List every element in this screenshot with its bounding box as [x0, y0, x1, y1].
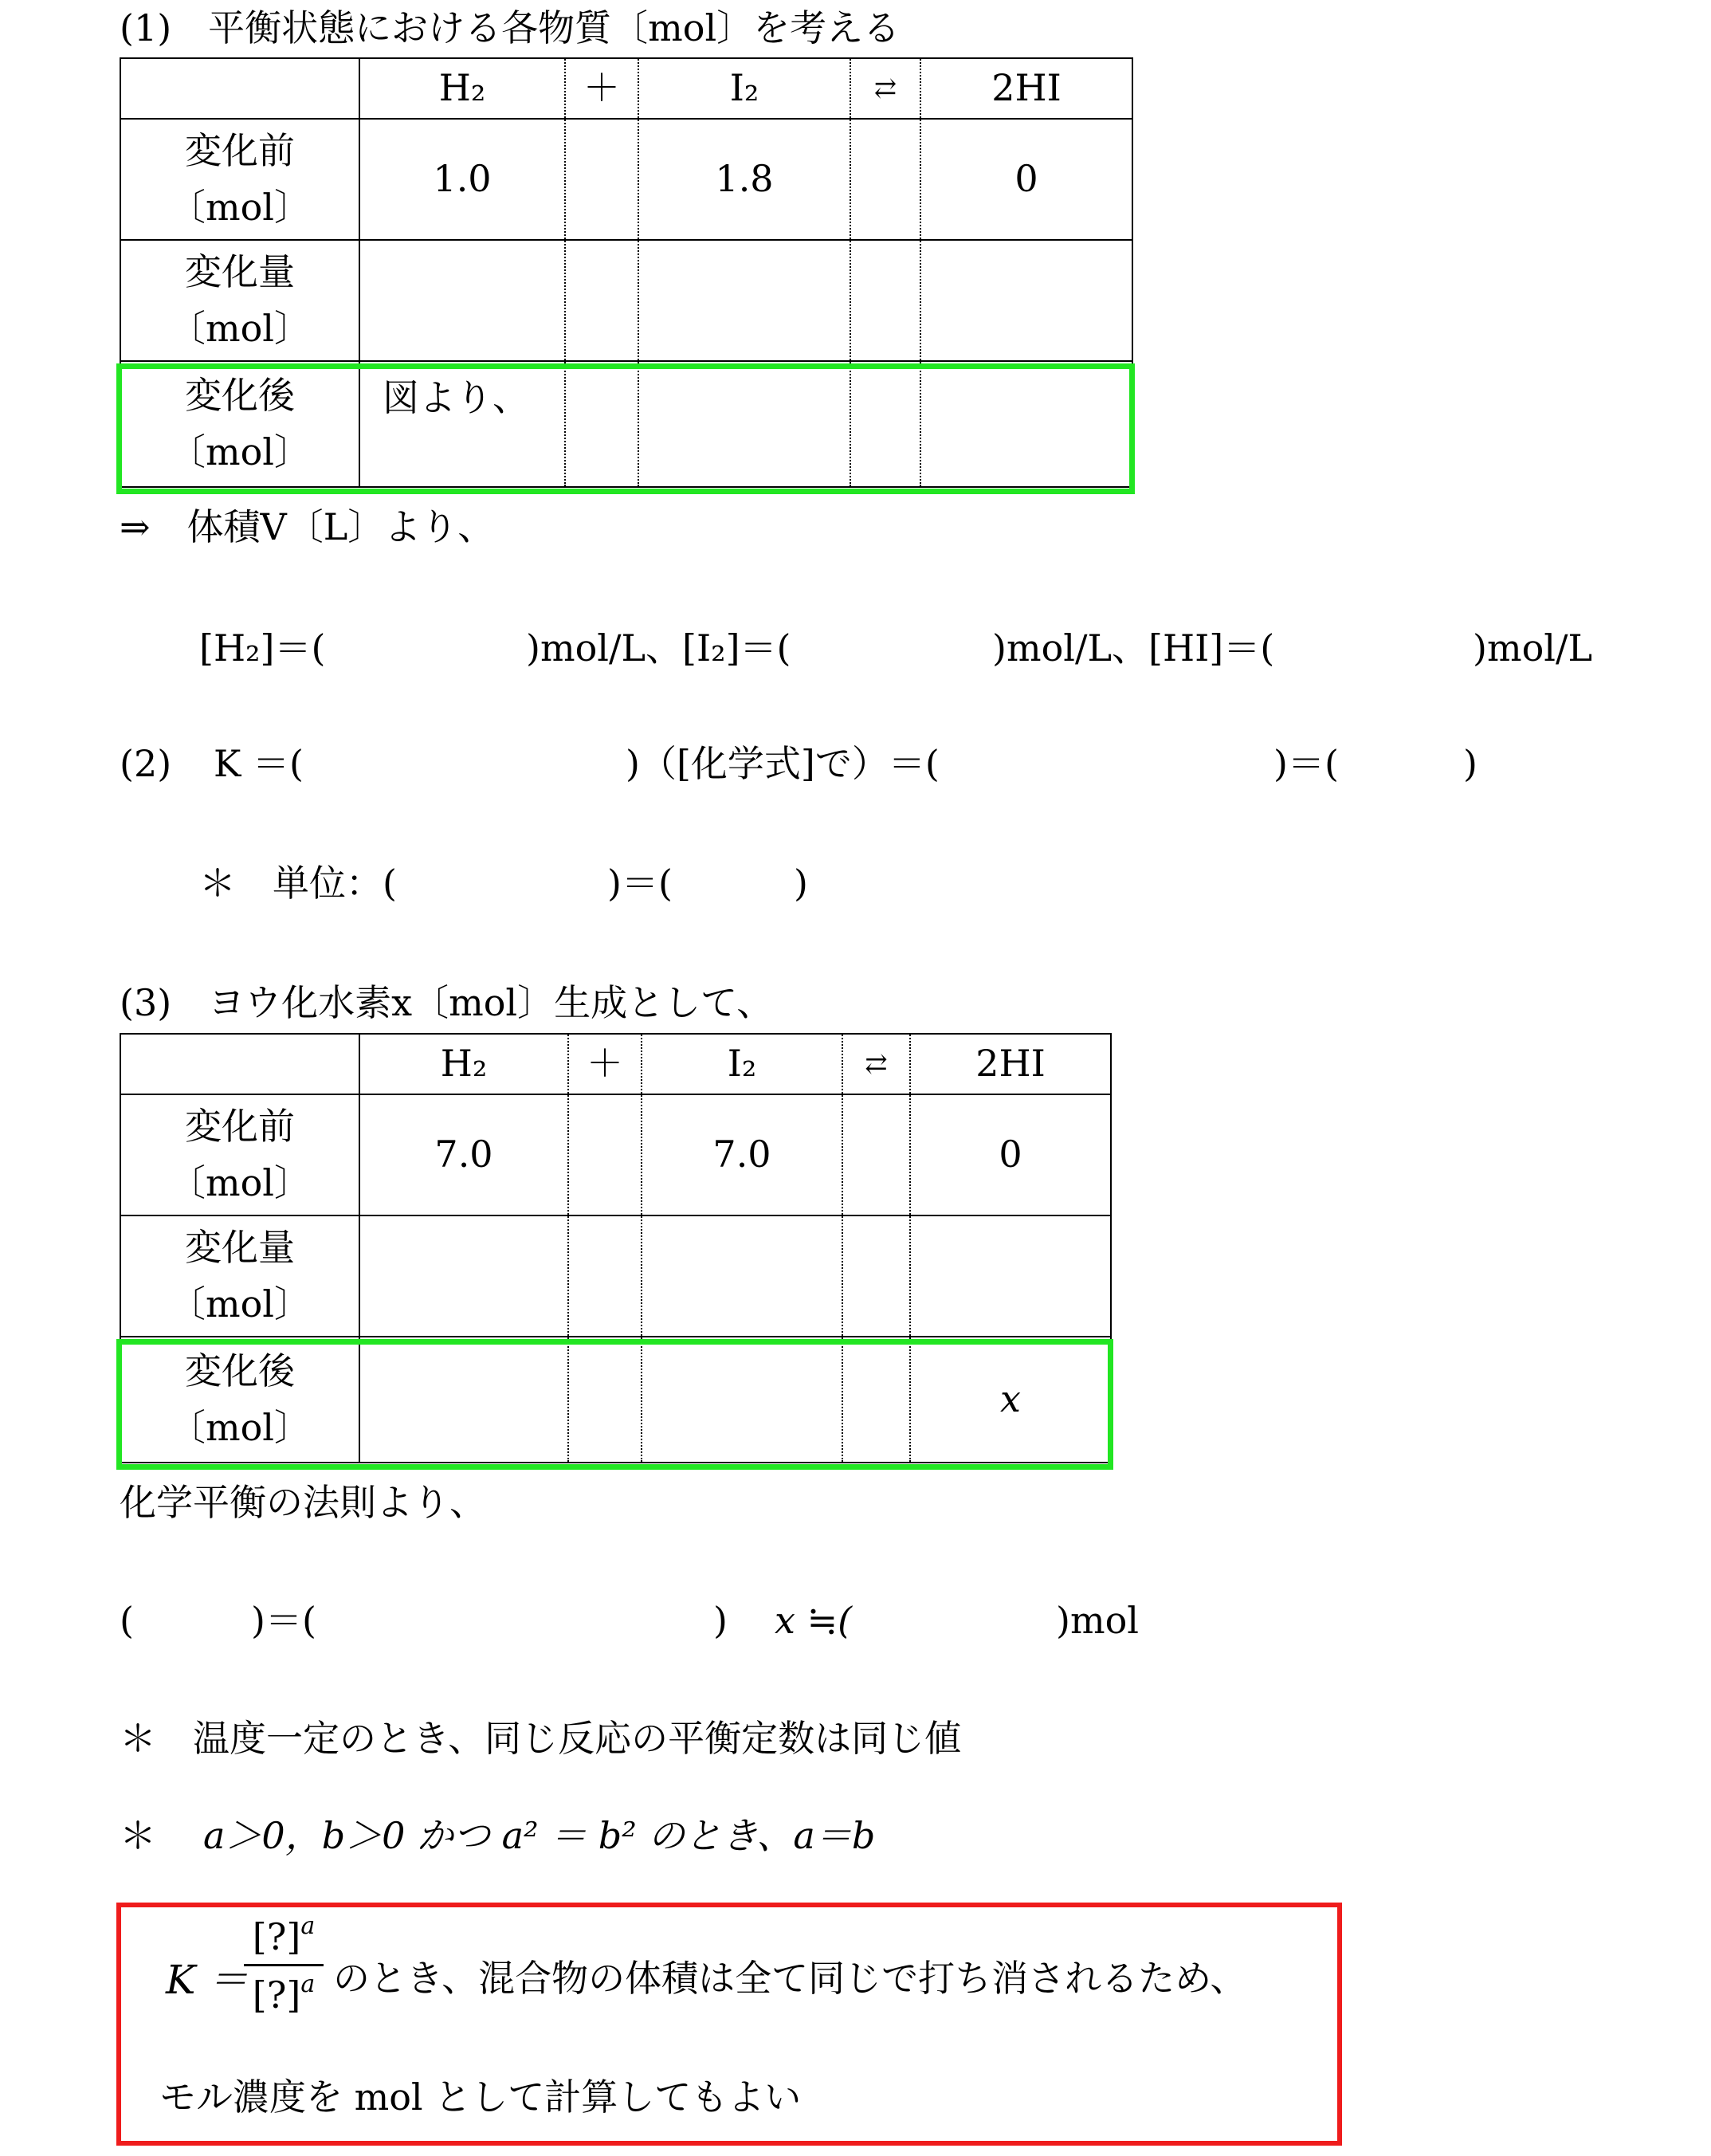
k-definition-mid: )（[化学式]で）＝(	[626, 742, 940, 785]
table1-change-h2	[359, 240, 565, 361]
table3-after-row-highlight	[116, 1339, 1113, 1470]
part1-heading: (1) 平衡状態における各物質〔mol〕を考える	[120, 6, 901, 49]
unit-close: )	[794, 862, 808, 905]
part2-label: (2)	[120, 742, 172, 785]
table3-before-h2: 7.0	[359, 1094, 568, 1215]
x-approx-open: x ≒(	[775, 1599, 853, 1642]
denominator-bracket: [?]	[252, 1973, 301, 2017]
table1-change-arrow	[850, 240, 920, 361]
table3-header-equilibrium-arrow: ⇄	[842, 1034, 910, 1094]
table3-header-blank	[120, 1034, 359, 1094]
table1-header-plus: ＋	[565, 58, 638, 119]
table3-before-plus	[568, 1094, 642, 1215]
table1-row-after-label: 変化後 〔mol〕	[120, 361, 359, 487]
k-definition-mid2: )＝(	[1273, 742, 1339, 785]
law-line: 化学平衡の法則より、	[120, 1481, 486, 1524]
part3-heading: (3) ヨウ化水素x〔mol〕生成として、	[120, 981, 774, 1024]
table3-header-i2: I₂	[642, 1034, 842, 1094]
conc-i2-open: )mol/L、[I₂]＝(	[526, 626, 791, 670]
box-fraction-denominator	[244, 1970, 324, 2017]
fraction-bar	[244, 1964, 324, 1966]
note-star: ＊	[120, 1814, 156, 1857]
table1-after-row-highlight	[116, 363, 1135, 494]
conc-hi-open: )mol/L、[HI]＝(	[992, 626, 1275, 670]
volume-line: ⇒ 体積V〔L〕より、	[120, 505, 495, 548]
table3-change-h2	[359, 1215, 568, 1337]
table3-before-hi: 0	[910, 1094, 1111, 1215]
law-eq-mid: )＝(	[251, 1599, 316, 1642]
table1-change-i2	[638, 240, 850, 361]
table3-header-hi: 2HI	[910, 1034, 1111, 1094]
table1-before-arrow	[850, 119, 920, 240]
table3-change-i2	[642, 1215, 842, 1337]
unit-label: ＊ 単位：(	[199, 862, 397, 905]
table1-change-hi	[920, 240, 1132, 361]
unit-mid: )＝(	[607, 862, 673, 905]
table3-after-hi: x	[910, 1337, 1111, 1463]
table1-row-before-label: 変化前 〔mol〕	[120, 119, 359, 240]
conc-hi-close: )mol/L	[1473, 626, 1593, 670]
table1-header-hi: 2HI	[920, 58, 1132, 119]
table3-row-before-label: 変化前 〔mol〕	[120, 1094, 359, 1215]
table3-header-h2: H₂	[359, 1034, 568, 1094]
table1-before-plus	[565, 119, 638, 240]
box-fraction-numerator	[244, 1914, 324, 1959]
table1-header-h2: H₂	[359, 58, 565, 119]
table3-change-hi	[910, 1215, 1111, 1337]
table1-change-plus	[565, 240, 638, 361]
table1-before-h2: 1.0	[359, 119, 565, 240]
note-temperature: ＊ 温度一定のとき、同じ反応の平衡定数は同じ値	[120, 1717, 962, 1760]
table3-change-arrow	[842, 1215, 910, 1337]
box-k-label: K ＝	[166, 1957, 249, 2003]
table1-row-change-label: 変化量 〔mol〕	[120, 240, 359, 361]
conc-h2-open: [H₂]＝(	[199, 626, 326, 670]
table1-header-i2: I₂	[638, 58, 850, 119]
numerator-bracket: [?]	[252, 1915, 301, 1958]
table1-before-hi: 0	[920, 119, 1132, 240]
k-definition-close: )	[1463, 742, 1478, 785]
table3-row-after-label: 変化後 〔mol〕	[120, 1337, 359, 1463]
table1-header-blank	[120, 58, 359, 119]
box-line1-text: のとき、混合物の体積は全て同じで打ち消されるため、	[333, 1957, 1247, 2000]
law-eq-close: )	[713, 1599, 728, 1642]
table3-before-i2: 7.0	[642, 1094, 842, 1215]
table1-before-i2: 1.8	[638, 119, 850, 240]
table3-header-plus: ＋	[568, 1034, 642, 1094]
note-square-root-rule: a＞0，b＞0 かつ a² ＝ b² のとき、a＝b	[203, 1814, 876, 1857]
denominator-exponent: a	[300, 1970, 316, 1998]
law-eq-open: (	[120, 1599, 134, 1642]
table3-row-change-label: 変化量 〔mol〕	[120, 1215, 359, 1337]
table1-after-h2: 図より、	[359, 361, 565, 487]
box-fraction	[244, 1914, 324, 2017]
box-line2-text: モル濃度を mol として計算してもよい	[159, 2075, 802, 2119]
x-approx-close: )mol	[1056, 1599, 1139, 1642]
numerator-exponent: a	[300, 1912, 316, 1940]
table3-before-arrow	[842, 1094, 910, 1215]
table3-change-plus	[568, 1215, 642, 1337]
table1-header-equilibrium-arrow: ⇄	[850, 58, 920, 119]
k-definition-open: K ＝(	[214, 742, 304, 785]
